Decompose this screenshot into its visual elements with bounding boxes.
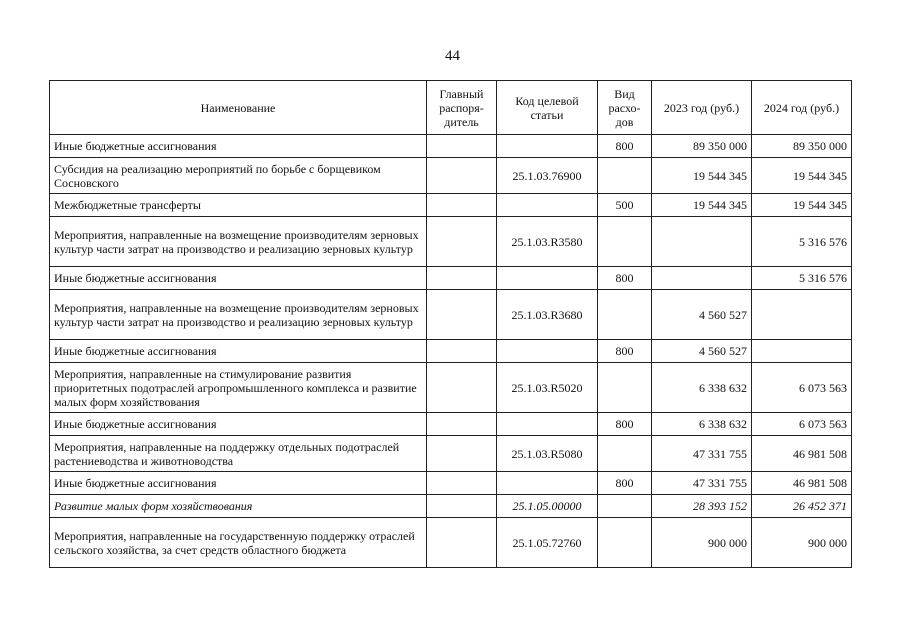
row-name: Развитие малых форм хозяйствования: [50, 495, 427, 518]
row-name: Межбюджетные трансферты: [50, 194, 427, 217]
row-type: [598, 363, 652, 413]
row-2023: [652, 217, 752, 267]
row-2023: [652, 267, 752, 290]
budget-table: [49, 80, 852, 568]
header-type: Вид расхо-дов: [598, 81, 652, 135]
row-type: 800: [598, 472, 652, 495]
row-manager: [427, 413, 497, 436]
row-code: [497, 413, 598, 436]
row-2023: 19 544 345: [652, 158, 752, 194]
table-row: [50, 217, 852, 267]
table-row: [50, 436, 852, 472]
row-type: [598, 217, 652, 267]
row-manager: [427, 135, 497, 158]
table-row: [50, 135, 852, 158]
row-manager: [427, 158, 497, 194]
header-manager: Главный распоря-дитель: [427, 81, 497, 135]
row-2024: 46 981 508: [752, 472, 852, 495]
table-row: [50, 518, 852, 568]
row-type: [598, 518, 652, 568]
row-code: 25.1.03.R5080: [497, 436, 598, 472]
row-code: 25.1.05.72760: [497, 518, 598, 568]
row-code: 25.1.05.00000: [497, 495, 598, 518]
row-2024: 89 350 000: [752, 135, 852, 158]
table-row: [50, 363, 852, 413]
row-2023: 6 338 632: [652, 363, 752, 413]
row-2024: 19 544 345: [752, 158, 852, 194]
row-manager: [427, 340, 497, 363]
row-name: Мероприятия, направленные на возмещение производителям зерновых культур части затрат на производство и реализацию зерновых культур: [50, 217, 427, 267]
table-row: [50, 194, 852, 217]
row-2024: 6 073 563: [752, 363, 852, 413]
page-number: 44: [445, 48, 460, 64]
row-code: [497, 194, 598, 217]
header-2023: 2023 год (руб.): [652, 81, 752, 135]
table-row: [50, 472, 852, 495]
row-2024: 19 544 345: [752, 194, 852, 217]
row-name: Мероприятия, направленные на поддержку отдельных подотраслей растениеводства и животноводства: [50, 436, 427, 472]
row-type: [598, 290, 652, 340]
header-name: Наименование: [50, 81, 427, 135]
row-manager: [427, 194, 497, 217]
row-manager: [427, 217, 497, 267]
row-2024: [752, 340, 852, 363]
row-name: Субсидия на реализацию мероприятий по борьбе с борщевиком Сосновского: [50, 158, 427, 194]
row-code: 25.1.03.R3680: [497, 290, 598, 340]
row-code: [497, 267, 598, 290]
row-manager: [427, 495, 497, 518]
row-2024: 26 452 371: [752, 495, 852, 518]
row-name: Иные бюджетные ассигнования: [50, 267, 427, 290]
row-2023: 900 000: [652, 518, 752, 568]
row-name: Мероприятия, направленные на возмещение производителям зерновых культур части затрат на производство и реализацию зерновых культур: [50, 290, 427, 340]
row-name: Мероприятия, направленные на стимулирование развития приоритетных подотраслей агропромышленного комплекса и развитие малых форм хозяйствования: [50, 363, 427, 413]
row-type: [598, 495, 652, 518]
row-2023: 89 350 000: [652, 135, 752, 158]
header-code: Код целевой статьи: [497, 81, 598, 135]
row-2024: [752, 290, 852, 340]
row-2023: 19 544 345: [652, 194, 752, 217]
row-2024: 5 316 576: [752, 267, 852, 290]
row-2023: 4 560 527: [652, 290, 752, 340]
row-manager: [427, 363, 497, 413]
table-row: [50, 290, 852, 340]
row-code: [497, 472, 598, 495]
row-manager: [427, 472, 497, 495]
row-2024: 900 000: [752, 518, 852, 568]
row-type: 800: [598, 340, 652, 363]
table-header-row: [50, 81, 852, 135]
row-code: 25.1.03.R5020: [497, 363, 598, 413]
row-type: [598, 158, 652, 194]
row-name: Иные бюджетные ассигнования: [50, 340, 427, 363]
row-2023: 47 331 755: [652, 436, 752, 472]
row-2024: 5 316 576: [752, 217, 852, 267]
row-manager: [427, 267, 497, 290]
row-type: 800: [598, 267, 652, 290]
row-name: Иные бюджетные ассигнования: [50, 413, 427, 436]
row-2023: 47 331 755: [652, 472, 752, 495]
row-code: 25.1.03.76900: [497, 158, 598, 194]
row-2023: 28 393 152: [652, 495, 752, 518]
row-name: Иные бюджетные ассигнования: [50, 472, 427, 495]
table-row: [50, 413, 852, 436]
row-type: 500: [598, 194, 652, 217]
row-2024: 46 981 508: [752, 436, 852, 472]
table-row-section: [50, 495, 852, 518]
table-row: [50, 340, 852, 363]
row-name: Мероприятия, направленные на государственную поддержку отраслей сельского хозяйства, за счет средств областного бюджета: [50, 518, 427, 568]
row-2023: 6 338 632: [652, 413, 752, 436]
header-2024: 2024 год (руб.): [752, 81, 852, 135]
row-manager: [427, 436, 497, 472]
row-type: 800: [598, 413, 652, 436]
table-row: [50, 267, 852, 290]
row-type: 800: [598, 135, 652, 158]
row-2023: 4 560 527: [652, 340, 752, 363]
row-type: [598, 436, 652, 472]
row-code: [497, 135, 598, 158]
table-row: [50, 158, 852, 194]
row-2024: 6 073 563: [752, 413, 852, 436]
row-manager: [427, 518, 497, 568]
row-name: Иные бюджетные ассигнования: [50, 135, 427, 158]
row-code: 25.1.03.R3580: [497, 217, 598, 267]
row-code: [497, 340, 598, 363]
row-manager: [427, 290, 497, 340]
